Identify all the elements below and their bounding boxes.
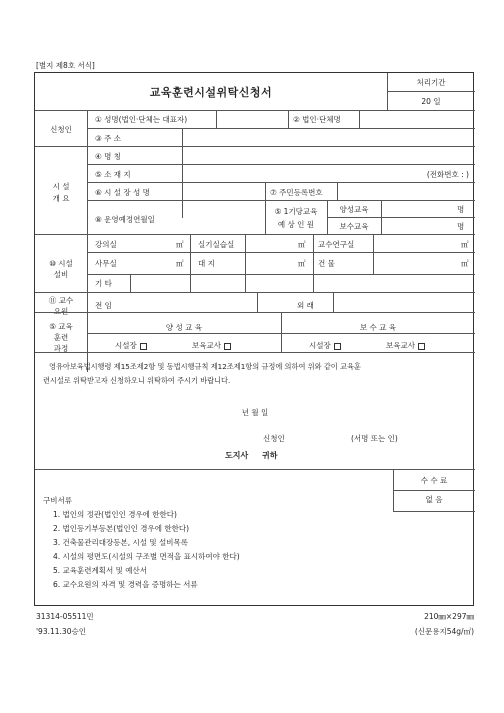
facility-section-label-2: 개 요 (52, 194, 70, 203)
footer-code: 31314-05511민 (36, 612, 94, 621)
documents-heading: 구비서류 (43, 496, 72, 505)
building-unit: ㎡ (461, 259, 469, 268)
registration-number-label: ⑦ 주민등록번호 (270, 188, 323, 197)
recipient-label: 도지사 (225, 451, 249, 460)
capacity-label-1: ⑤ 1기당교육 (274, 207, 318, 216)
faculty-section-label-2: 요원 (53, 307, 69, 316)
refresher-facility-head-option[interactable]: 시설장 (309, 342, 341, 350)
checkbox-icon[interactable] (140, 343, 147, 350)
document-item: 5. 교육훈련계획서 및 예산서 (53, 566, 148, 575)
equipment-section-label-2: 설비 (53, 270, 69, 279)
building-label: 건 물 (318, 259, 335, 268)
course-section-label-2: 훈련 (53, 333, 69, 342)
refresher-childcare-teacher-option[interactable]: 보육교사 (386, 342, 425, 350)
form-title: 교육훈련시설위탁신청서 (149, 86, 273, 99)
document-item: 4. 시설의 평면도(시설의 구조별 면적을 표시하여야 한다) (53, 552, 240, 561)
footer-paper-size: 210㎜×297㎜ (424, 612, 474, 621)
equipment-section-label-1: ⑩ 시설 (49, 259, 73, 268)
other-label: 기 타 (95, 279, 112, 288)
operation-date-label: ⑧ 운영예정연월일 (95, 215, 155, 224)
office-unit: ㎡ (176, 259, 184, 268)
applicant-section-label: 신청인 (50, 125, 72, 134)
fee-value: 없 음 (425, 495, 443, 504)
applicant-signature-label: 신청인 (263, 434, 285, 443)
processing-period-value: 20 일 (421, 97, 441, 106)
facility-section-label-1: 시 설 (52, 182, 70, 191)
practice-room-unit: ㎡ (298, 240, 306, 249)
lecture-room-unit: ㎡ (176, 240, 184, 249)
refresher-education-label: 보수교육 (339, 222, 369, 231)
training-childcare-teacher-option[interactable]: 보육교사 (192, 342, 231, 350)
declaration-line-2: 련시설로 위탁받고자 신청하오니 위탁하여 주시기 바랍니다. (43, 376, 231, 385)
practice-room-label: 실기실습실 (198, 240, 235, 249)
corp-name-label: ② 법인·단체명 (293, 115, 341, 124)
external-label: 외 래 (297, 301, 314, 310)
checkbox-icon[interactable] (334, 343, 341, 350)
form-number: [별지 제8호 서식] (36, 61, 95, 70)
application-date: 년 월 일 (241, 408, 269, 417)
document-item: 1. 법인의 정관(법인인 경우에 한한다) (53, 510, 177, 519)
processing-period-label: 처리기간 (416, 78, 446, 87)
name-label: ① 성명(법인·단체는 대표자) (95, 115, 188, 124)
course-section-label-3: 과정 (53, 344, 69, 353)
land-unit: ㎡ (298, 259, 306, 268)
footer-approval: '93.11.30승인 (36, 627, 86, 636)
training-facility-head-option[interactable]: 시설장 (115, 342, 147, 350)
checkbox-icon[interactable] (224, 343, 231, 350)
refresher-course-header: 보 수 교 육 (359, 323, 397, 332)
training-education-label: 양성교육 (339, 205, 369, 214)
capacity-label-2: 예 상 인 원 (277, 220, 315, 229)
honorific-label: 귀하 (262, 451, 278, 460)
application-form (34, 72, 474, 606)
footer-paper-type: (신문용지54g/㎡) (414, 627, 474, 636)
signature-or-seal-label: (서명 또는 인) (351, 434, 398, 443)
document-item: 6. 교수요원의 자격 및 경력을 증명하는 서류 (53, 580, 198, 589)
declaration-line-1: 영유아보육법시행령 제15조제2항 및 동법시행규칙 제12조제1항의 규정에 의하여 위와 같이 교육훈 (49, 362, 361, 371)
establishment-head-label: ⑥ 시 설 장 성 명 (95, 188, 150, 197)
full-time-label: 전 임 (95, 301, 112, 310)
land-label: 대 지 (198, 259, 215, 268)
professor-room-label: 교수연구실 (318, 240, 355, 249)
checkbox-icon[interactable] (418, 343, 425, 350)
professor-room-unit: ㎡ (461, 240, 469, 249)
fee-label: 수 수 료 (420, 476, 448, 485)
facility-name-label: ④ 명 칭 (95, 152, 121, 161)
lecture-room-label: 강의실 (95, 240, 117, 249)
training-person-unit: 명 (457, 205, 465, 214)
document-item: 3. 건축물관리대장등본, 시설 및 설비목록 (53, 538, 188, 547)
training-course-header: 양 성 교 육 (165, 323, 203, 332)
office-label: 사무실 (95, 259, 117, 268)
document-item: 2. 법인등기부등본(법인인 경우에 한한다) (53, 524, 190, 533)
refresher-person-unit: 명 (457, 222, 465, 231)
course-section-label-1: ⑤ 교육 (49, 322, 73, 331)
location-label: ⑤ 소 재 지 (95, 170, 131, 179)
address-label: ③ 주 소 (95, 134, 121, 143)
phone-label: (전화번호 : ) (426, 170, 469, 179)
faculty-section-label-1: ⑪ 교수 (48, 296, 74, 305)
